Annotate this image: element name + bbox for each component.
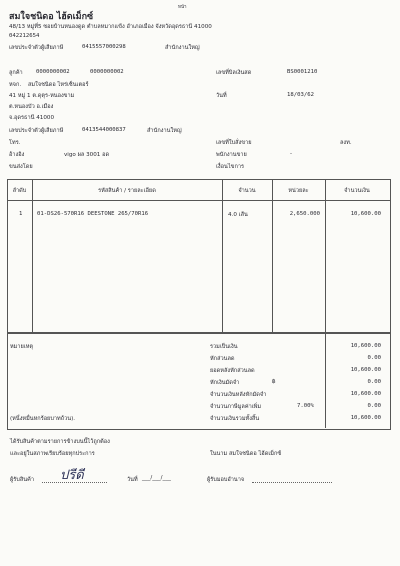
customer-branch: สำนักงานใหญ่ (147, 128, 182, 134)
items-table (7, 179, 391, 334)
shipping-label: ขนส่งโดย (9, 164, 33, 170)
customer-address-2: ต.หนองบัว อ.เมือง (9, 104, 54, 110)
receipt-note-2: และอยู่ในสภาพเรียบร้อยทุกประการ (10, 451, 95, 457)
on-behalf-of: ในนาม สมใจชนิดอ ไฮ้ดเม็กซ์ (210, 451, 282, 457)
vat-rate: 7.00% (297, 403, 314, 409)
company-phone: 042212654 (9, 33, 40, 39)
summary-label: หักส่วนลด (210, 356, 235, 362)
row-amount: 10,600.00 (350, 211, 381, 217)
date-value: ___/___/___ (142, 475, 171, 481)
ship-no-label: เลขที่ใบสั่งขาย (216, 140, 252, 146)
baht-mark: ฿ (272, 379, 276, 385)
summary-label: หักเงินมัดจำ (210, 380, 240, 386)
company-tax-id: 0415557000298 (82, 44, 126, 50)
col-divider (272, 179, 273, 333)
row-quantity: 4.0 เส้น (228, 212, 248, 218)
remark-label: หมายเหตุ (10, 344, 34, 350)
col-divider (325, 179, 326, 333)
customer-tax-label: เลขประจำตัวผู้เสียภาษี (9, 128, 64, 134)
customer-phone-label: โทร. (9, 140, 21, 146)
row-description: 01-DS26-570R16 DEESTONE 265/70R16 (37, 211, 149, 217)
summary-label: ยอดหลังหักส่วนลด (210, 368, 255, 374)
reference-label: อ้างอิง (9, 152, 25, 158)
customer-code-2: 0000000002 (90, 69, 124, 75)
summary-label: จำนวนเงินหลังหักมัดจำ (210, 392, 267, 398)
col-divider (222, 179, 223, 333)
summary-value: 10,600.00 (350, 391, 381, 397)
customer-code-label: ลูกค้า (9, 70, 23, 76)
ship-date-label: ลงท. (340, 140, 352, 146)
receipt-note-1: ได้รับสินค้าตามรายการข้างบนนี้ไว้ถูกต้อง (10, 439, 110, 445)
receiver-signature: ปรีดี (60, 468, 84, 483)
doc-date: 18/03/62 (287, 92, 314, 98)
salesperson-label: พนักงานขาย (216, 152, 247, 158)
customer-address-1: 41 หมู่ 1 ต.ดุตุร-หนองขาม (9, 93, 75, 99)
terms-label: เงื่อนไขการ (216, 164, 244, 170)
summary-label: จำนวนเงินรวมทั้งสิ้น (210, 416, 260, 422)
customer-name: สมใจชนิดอ ไหร่เซ็นเตอร์ (28, 82, 89, 88)
header-unit-price: หน่วยละ (288, 188, 309, 194)
summary-value: 10,600.00 (350, 367, 381, 373)
authorized-sign-line (252, 482, 332, 483)
header-no: ลำดับ (12, 188, 27, 194)
amount-in-words: (หนึ่งหมื่นหกร้อยบาทถ้วน). (10, 416, 76, 422)
col-divider (32, 179, 33, 333)
company-name: สมใจชนิดอ ไฮ้ดเม็กซ์ (9, 12, 94, 22)
company-tax-label: เลขประจำตัวผู้เสียภาษี (9, 45, 64, 51)
summary-value: 0.00 (367, 379, 381, 385)
summary-label: จำนวนภาษีมูลค่าเพิ่ม (210, 404, 262, 410)
customer-code: 0000000002 (36, 69, 70, 75)
summary-value: 0.00 (367, 403, 381, 409)
summary-label: รวมเป็นเงิน (210, 344, 238, 350)
page-mark: หน้า (178, 5, 187, 10)
header-amount: จำนวนเงิน (344, 188, 370, 194)
summary-value: 0.00 (367, 355, 381, 361)
customer-tax-id: 0413544000837 (82, 127, 126, 133)
company-branch: สำนักงานใหญ่ (165, 45, 200, 51)
doc-date-label: วันที่ (216, 93, 227, 99)
salesperson-value: - (290, 151, 293, 157)
receiver-label: ผู้รับสินค้า (10, 477, 34, 483)
summary-value: 10,600.00 (350, 343, 381, 349)
doc-no-label: เลขที่บิลเงินสด (216, 70, 252, 76)
authorized-label: ผู้รับมอบอำนาจ (207, 477, 245, 483)
doc-no: BS0001210 (287, 69, 318, 75)
company-address: 48/13 หมู่ที่5 ซอยบ้านหนองดูด ตำบลหมากแข้ง อำเภอเมือง จังหวัดอุดรธานี 41000 (9, 24, 212, 30)
summary-value: 10,600.00 (350, 415, 381, 421)
reference-value: vigo ผล 3001 อด (64, 152, 110, 158)
row-unit-price: 2,650.000 (289, 211, 320, 217)
header-description: รหัสสินค้า / รายละเอียด (98, 188, 156, 194)
table-header-divider (7, 200, 390, 201)
row-no: 1 (19, 211, 23, 217)
customer-address-3: จ.อุดรธานี 41000 (9, 115, 55, 121)
customer-name-prefix: หจก. (9, 82, 22, 88)
header-quantity: จำนวน (238, 188, 256, 194)
date-label: วันที่ (127, 477, 138, 483)
